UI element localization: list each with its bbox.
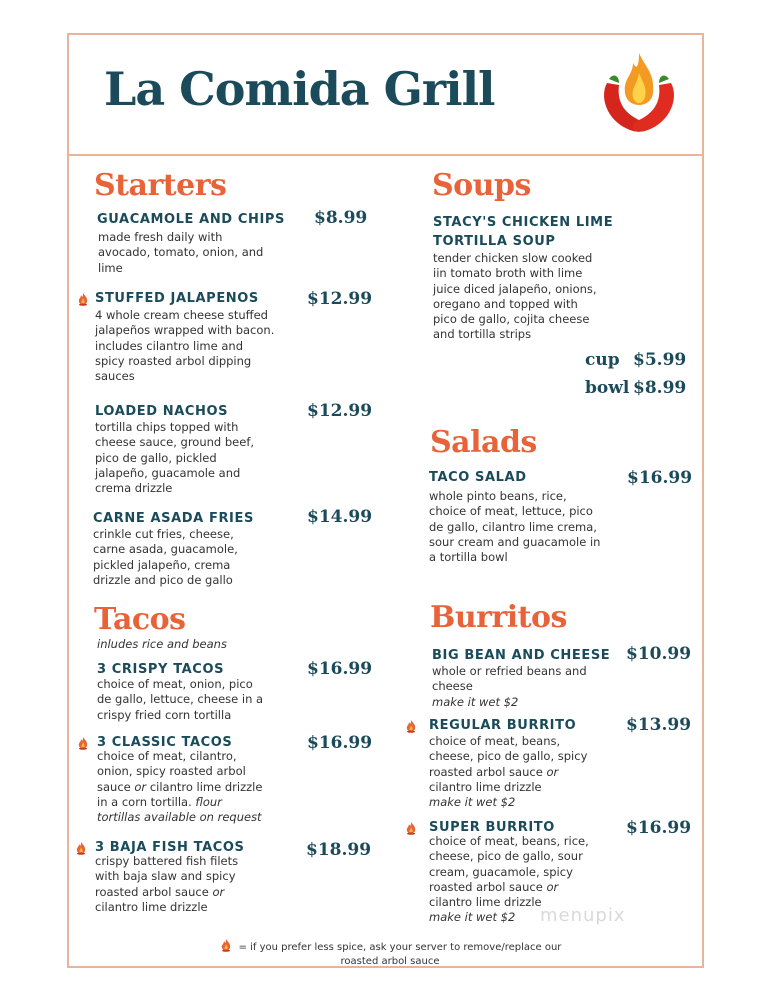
cup-label: cup (585, 350, 620, 370)
item-description: whole pinto beans, rice, choice of meat, lettuce, pico de gallo, cilantro lime crema, sour cream and guacamole in a tortilla bowl (429, 489, 601, 565)
flame-icon (76, 736, 90, 750)
item-description: choice of meat, onion, pico de gallo, lettuce, cheese in a crispy fried corn tortilla (97, 677, 264, 722)
item-price: $13.99 (626, 715, 692, 735)
flame-icon (219, 938, 233, 952)
item-name: STACY'S CHICKEN LIME (433, 215, 614, 230)
item-description: choice of meat, beans, rice, cheese, pico de gallo, sour cream, guacamole, spicy roasted arbol sauce or cilantro lime drizzle make it wet $2 (429, 834, 589, 925)
cup-price: $5.99 (633, 350, 687, 370)
item-name: 3 BAJA FISH TACOS (95, 840, 245, 855)
item-name: BIG BEAN AND CHEESE (432, 648, 611, 663)
item-description: choice of meat, cilantro, onion, spicy roasted arbol sauce or cilantro lime drizzle in a corn tortilla. flour tortillas available on request (97, 749, 263, 825)
item-price: $18.99 (306, 840, 372, 860)
watermark: menupix (540, 905, 626, 926)
item-name: LOADED NACHOS (95, 404, 229, 419)
item-name: SUPER BURRITO (429, 820, 555, 835)
item-name: REGULAR BURRITO (429, 718, 577, 733)
flame-icon (404, 719, 418, 733)
item-price: $12.99 (307, 289, 373, 309)
item-price: $14.99 (307, 507, 373, 527)
item-name: 3 CLASSIC TACOS (97, 735, 233, 750)
section-title-salads: Salads (430, 425, 537, 460)
section-title-tacos: Tacos (94, 602, 186, 637)
item-description: tender chicken slow cooked iin tomato broth with lime juice diced jalapeño, onions, oregano and topped with pico de gallo, cojita cheese and tortilla strips (433, 251, 597, 342)
item-price: $16.99 (626, 818, 692, 838)
item-description: choice of meat, beans, cheese, pico de gallo, spicy roasted arbol sauce or cilantro lime drizzle make it wet $2 (429, 734, 588, 810)
flame-icon (404, 821, 418, 835)
item-name: TORTILLA SOUP (433, 234, 556, 249)
section-subtitle: inludes rice and beans (97, 637, 227, 651)
item-price: $8.99 (314, 208, 368, 228)
item-name: CARNE ASADA FRIES (93, 511, 254, 526)
item-price: $16.99 (307, 659, 373, 679)
item-description: tortilla chips topped with cheese sauce, ground beef, pico de gallo, pickled jalapeño, guacamole and crema drizzle (95, 420, 255, 496)
section-title-starters: Starters (94, 168, 227, 203)
item-description: crinkle cut fries, cheese, carne asada, guacamole, pickled jalapeño, crema drizzle and pico de gallo (93, 527, 238, 587)
bowl-label: bowl (585, 378, 630, 398)
item-price: $12.99 (307, 401, 373, 421)
item-name: GUACAMOLE AND CHIPS (97, 212, 285, 227)
item-name: 3 CRISPY TACOS (97, 662, 225, 677)
restaurant-name: La Comida Grill (104, 62, 495, 116)
item-name: STUFFED JALAPENOS (95, 291, 259, 306)
section-title-soups: Soups (432, 168, 531, 203)
flame-icon (76, 292, 90, 306)
chili-flame-logo-icon (593, 45, 685, 137)
item-price: $16.99 (307, 733, 373, 753)
item-description: crispy battered fish filets with baja slaw and spicy roasted arbol sauce or cilantro lime drizzle (95, 854, 239, 914)
section-title-burritos: Burritos (430, 600, 567, 635)
bowl-price: $8.99 (633, 378, 687, 398)
item-description: made fresh daily with avocado, tomato, onion, and lime (98, 230, 264, 275)
item-price: $16.99 (627, 468, 693, 488)
spice-footnote: = if you prefer less spice, ask your server to remove/replace our roasted arbol sauce (180, 938, 600, 969)
item-description: 4 whole cream cheese stuffed jalapeños wrapped with bacon. includes cilantro lime and spicy roasted arbol dipping sauces (95, 308, 275, 384)
flame-icon (74, 841, 88, 855)
header-divider (67, 154, 704, 156)
item-description: whole or refried beans and cheese make it wet $2 (432, 664, 587, 709)
item-name: TACO SALAD (429, 470, 527, 485)
item-price: $10.99 (626, 644, 692, 664)
